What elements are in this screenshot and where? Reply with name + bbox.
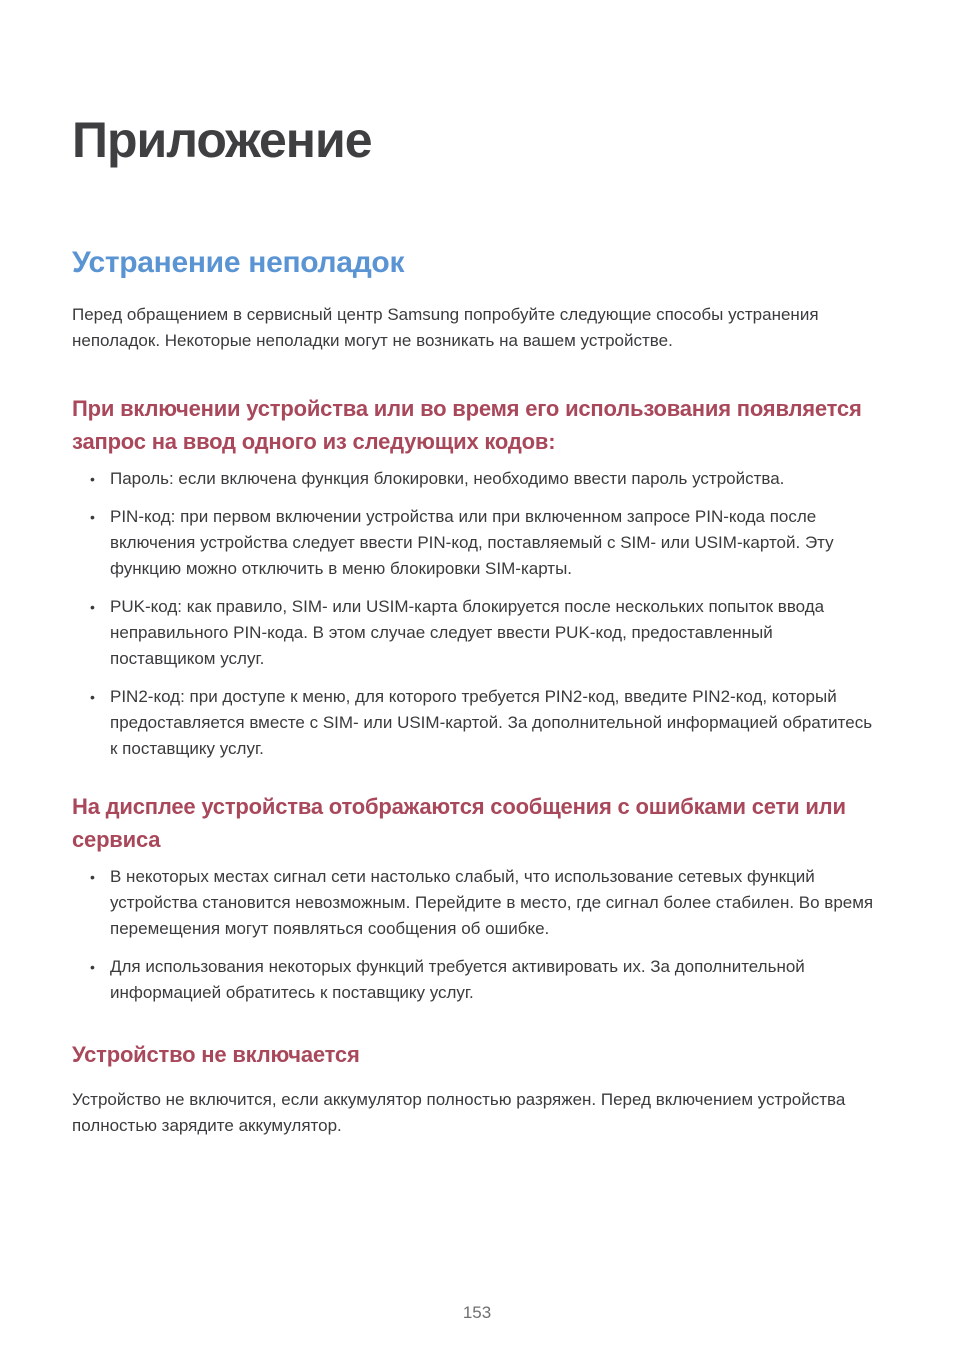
subsection-heading-network-errors: На дисплее устройства отображаются сообщения с ошибками сети или сервиса [72, 794, 846, 852]
list-item-text: В некоторых местах сигнал сети настолько слабый, что использование сетевых функций устройства становится невозможным. Перейдите в место, где сигнал более стабилен. Во время перемещения могут появляться сообщения об ошибке. [110, 867, 874, 938]
bullet-list-codes [88, 466, 882, 762]
bullet-icon: • [90, 509, 95, 525]
bullet-list-network-errors [88, 864, 882, 1006]
intro-paragraph: Перед обращением в сервисный центр Samsung попробуйте следующие способы устранения неполадок. Некоторые неполадки могут не возникать на вашем устройстве. [72, 305, 819, 350]
list-item-text: Пароль: если включена функция блокировки, необходимо ввести пароль устройства. [110, 469, 785, 488]
subsection-heading-codes: При включении устройства или во время его использования появляется запрос на ввод одного из следующих кодов: [72, 396, 862, 454]
subsection-heading-device-not-turning-on: Устройство не включается [72, 1042, 360, 1067]
bullet-icon: • [90, 599, 95, 615]
list-item [88, 594, 882, 672]
list-item [88, 864, 882, 942]
bullet-icon: • [90, 869, 95, 885]
list-item-text: PIN2-код: при доступе к меню, для которого требуется PIN2-код, введите PIN2-код, который предоставляется вместе с SIM- или USIM-картой. За дополнительной информацией обратитесь к поставщику услуг. [110, 687, 873, 758]
bullet-icon: • [90, 471, 95, 487]
list-item [88, 954, 882, 1006]
list-item [88, 466, 882, 492]
chapter-title: Приложение [72, 112, 372, 168]
list-item [88, 684, 882, 762]
list-item-text: PIN-код: при первом включении устройства или при включенном запросе PIN-кода после включения устройства следует ввести PIN-код, поставляемый с SIM- или USIM-картой. Эту функцию можно отключить в меню блокировки SIM-карты. [110, 507, 834, 578]
page-number: 153 [462, 1303, 492, 1322]
list-item [88, 504, 882, 582]
list-item-text: Для использования некоторых функций требуется активировать их. За дополнительной информацией обратитесь к поставщику услуг. [110, 957, 805, 1002]
subsection-body-paragraph: Устройство не включится, если аккумулятор полностью разряжен. Перед включением устройства полностью зарядите аккумулятор. [72, 1090, 846, 1135]
bullet-icon: • [90, 689, 95, 705]
bullet-icon: • [90, 959, 95, 975]
section-heading-troubleshooting: Устранение неполадок [72, 246, 405, 279]
list-item-text: PUK-код: как правило, SIM- или USIM-карта блокируется после нескольких попыток ввода неправильного PIN-кода. В этом случае следует ввести PUK-код, предоставленный поставщиком услуг. [110, 597, 825, 668]
